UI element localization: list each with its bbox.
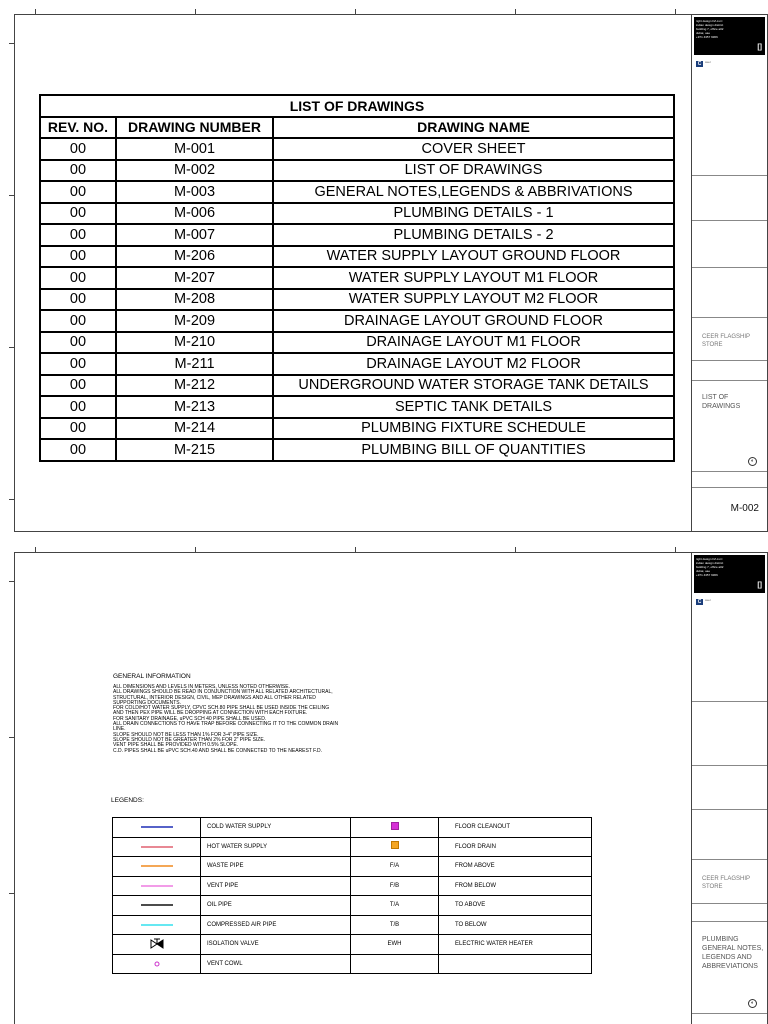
legends-table (112, 817, 592, 974)
firm-info-box (694, 17, 765, 55)
border-tick (515, 9, 516, 15)
drawing-sheet-list (14, 14, 768, 532)
sheet-number: M-002 (730, 503, 759, 514)
legend-label: WASTE PIPE (201, 857, 351, 877)
border-tick (675, 547, 676, 553)
rev-cell: 00 (40, 203, 116, 225)
border-tick (195, 547, 196, 553)
legend-symbol-cell (113, 915, 201, 935)
table-row (40, 267, 674, 289)
rev-cell: 00 (40, 396, 116, 418)
table-row (40, 289, 674, 311)
note-line: C.D. PIPES SHALL BE uPVC SCH.40 AND SHALL BE CONNECTED TO THE NEAREST F.D. (113, 747, 323, 754)
border-tick (9, 195, 15, 196)
number-cell: M-006 (116, 203, 273, 225)
drawing-title: PLUMBING GENERAL NOTES, LEGENDS AND ABBREVIATIONS (702, 936, 764, 970)
legend-label: TO BELOW (439, 915, 592, 935)
legend-label: VENT COWL (201, 954, 351, 974)
name-cell: DRAINAGE LAYOUT GROUND FLOOR (273, 310, 674, 332)
border-tick (355, 9, 356, 15)
legend-label: VENT PIPE (201, 876, 351, 896)
number-cell: M-215 (116, 439, 273, 461)
table-row (40, 246, 674, 268)
firm-info-line: building 7, office a02 (696, 27, 724, 31)
project-name: CEER FLAGSHIP STORE (702, 334, 750, 348)
logo-mark-icon: C (697, 599, 702, 605)
name-cell: GENERAL NOTES,LEGENDS & ABBRIVATIONS (273, 181, 674, 203)
border-tick (675, 9, 676, 15)
rev-cell: 00 (40, 332, 116, 354)
table-row (40, 418, 674, 440)
firm-info-line: indian design district (696, 23, 724, 27)
note-line: SLOPE SHOULD NOT BE GREATER THAN 2% FOR 2" PIPE SIZE. (113, 736, 266, 743)
note-line: ALL DRAWINGS SHOULD BE READ IN CONJUNCTION WITH ALL RELATED ARCHITECTURAL, (113, 689, 333, 696)
legend-symbol-cell (113, 876, 201, 896)
name-cell: DRAINAGE LAYOUT M1 FLOOR (273, 332, 674, 354)
number-cell: M-001 (116, 138, 273, 160)
legend-label (439, 954, 592, 974)
table-row (40, 160, 674, 182)
number-cell: M-211 (116, 353, 273, 375)
border-tick (35, 9, 36, 15)
legend-label: HOT WATER SUPPLY (201, 837, 351, 857)
table-row (40, 138, 674, 160)
drawing-sheet-notes (14, 552, 768, 1024)
legend-label: FROM BELOW (439, 876, 592, 896)
number-cell: M-212 (116, 375, 273, 397)
name-cell: WATER SUPPLY LAYOUT GROUND FLOOR (273, 246, 674, 268)
firm-info-line: dubai, uae (696, 569, 711, 573)
pipe-line-symbol-icon (140, 863, 174, 869)
firm-info-box (694, 555, 765, 593)
legend-abbrev-cell (351, 837, 439, 857)
firm-info-line: right design FZ-LLC (696, 557, 723, 561)
number-cell: M-003 (116, 181, 273, 203)
client-logo: C ceer (697, 60, 711, 67)
border-tick (9, 43, 15, 44)
note-line: STRUCTURAL, INTERIOR DESIGN, CIVIL, MEP DRAWINGS AND ALL OTHER RELATED (113, 694, 316, 701)
rev-cell: 00 (40, 310, 116, 332)
name-cell: WATER SUPPLY LAYOUT M1 FLOOR (273, 267, 674, 289)
legend-abbrev-cell: F/B (351, 876, 439, 896)
table-row (40, 396, 674, 418)
drawings-table (39, 94, 675, 462)
name-cell: PLUMBING DETAILS - 1 (273, 203, 674, 225)
border-tick (35, 547, 36, 553)
legend-label: OIL PIPE (201, 896, 351, 916)
legend-row (113, 915, 592, 935)
number-cell: M-002 (116, 160, 273, 182)
number-cell: M-208 (116, 289, 273, 311)
border-tick (9, 499, 15, 500)
col-header-name: DRAWING NAME (273, 117, 674, 139)
pipe-line-symbol-icon (140, 883, 174, 889)
table-row (40, 353, 674, 375)
legend-abbrev-cell (351, 954, 439, 974)
border-tick (9, 893, 15, 894)
legend-symbol-cell (113, 954, 201, 974)
note-line: FOR COLD/HOT WATER SUPPLY, CPVC SCH.80 PIPE SHALL BE USED INSIDE THE CEILING (113, 705, 330, 712)
number-cell: M-007 (116, 224, 273, 246)
floor-cleanout-icon (391, 822, 399, 830)
legend-label: ISOLATION VALVE (201, 935, 351, 955)
number-cell: M-207 (116, 267, 273, 289)
pipe-line-symbol-icon (140, 922, 174, 928)
legend-label: ELECTRIC WATER HEATER (439, 935, 592, 955)
floor-drain-icon (391, 841, 399, 849)
bracket-mark: [] (757, 44, 762, 51)
title-block (691, 553, 767, 1024)
legend-symbol-cell (113, 837, 201, 857)
legend-row (113, 896, 592, 916)
legend-symbol-cell (113, 935, 201, 955)
border-tick (9, 581, 15, 582)
rev-cell: 00 (40, 289, 116, 311)
drawing-title: LIST OF DRAWINGS (702, 394, 741, 410)
legend-row (113, 935, 592, 955)
number-cell: M-214 (116, 418, 273, 440)
border-tick (9, 347, 15, 348)
rev-cell: 00 (40, 138, 116, 160)
border-tick (195, 9, 196, 15)
rev-cell: 00 (40, 267, 116, 289)
name-cell: UNDERGROUND WATER STORAGE TANK DETAILS (273, 375, 674, 397)
legend-row (113, 837, 592, 857)
project-name: CEER FLAGSHIP STORE (702, 876, 750, 890)
title-block (691, 15, 767, 531)
legend-label: FLOOR DRAIN (439, 837, 592, 857)
pipe-line-symbol-icon (140, 844, 174, 850)
legend-symbol-cell (113, 896, 201, 916)
bracket-mark: [] (757, 582, 762, 589)
rev-cell: 00 (40, 246, 116, 268)
col-header-rev: REV. NO. (40, 117, 116, 139)
north-arrow-icon: ◐ (748, 999, 757, 1008)
table-row (40, 203, 674, 225)
legend-row (113, 857, 592, 877)
note-line: AND THEN PEX PIPE WILL BE DROPPING AT CONNECTION WITH EACH FIXTURE. (113, 710, 308, 717)
note-line: VENT PIPE SHALL BE PROVIDED WITH 0.5% SLOPE. (113, 742, 239, 749)
legend-row (113, 876, 592, 896)
table-row (40, 310, 674, 332)
legend-label: COLD WATER SUPPLY (201, 818, 351, 838)
border-tick (9, 737, 15, 738)
table-row (40, 181, 674, 203)
logo-mark-icon: C (697, 61, 702, 67)
firm-info-line: indian design district (696, 561, 724, 565)
note-line: ALL DIMENSIONS AND LEVELS IN METERS, UNLESS NOTED OTHERWISE. (113, 684, 290, 690)
legend-label: TO ABOVE (439, 896, 592, 916)
legend-symbol-cell (113, 818, 201, 838)
number-cell: M-206 (116, 246, 273, 268)
legend-abbrev-cell (351, 818, 439, 838)
rev-cell: 00 (40, 439, 116, 461)
legends-title: LEGENDS: (111, 797, 144, 804)
firm-info-line: building 7, office a02 (696, 565, 724, 569)
note-line: SUPPORTING DOCUMENTS. (113, 699, 181, 706)
client-logo: C ceer (697, 598, 711, 605)
number-cell: M-209 (116, 310, 273, 332)
name-cell: PLUMBING DETAILS - 2 (273, 224, 674, 246)
legend-abbrev-cell: F/A (351, 857, 439, 877)
legend-label: COMPRESSED AIR PIPE (201, 915, 351, 935)
rev-cell: 00 (40, 160, 116, 182)
isolation-valve-icon (148, 938, 166, 950)
table-row (40, 332, 674, 354)
general-notes (113, 673, 393, 754)
border-tick (515, 547, 516, 553)
legend-abbrev-cell: EWH (351, 935, 439, 955)
firm-info-line: right design FZ-LLC (696, 19, 723, 23)
name-cell: WATER SUPPLY LAYOUT M2 FLOOR (273, 289, 674, 311)
north-arrow-icon: ◐ (748, 457, 757, 466)
rev-cell: 00 (40, 375, 116, 397)
legend-label: FLOOR CLEANOUT (439, 818, 592, 838)
pipe-line-symbol-icon (140, 824, 174, 830)
note-line: SLOPE SHOULD NOT BE LESS THAN 1% FOR 3-4" PIPE SIZE. (113, 731, 259, 738)
border-tick (355, 547, 356, 553)
name-cell: DRAINAGE LAYOUT M2 FLOOR (273, 353, 674, 375)
name-cell: PLUMBING FIXTURE SCHEDULE (273, 418, 674, 440)
rev-cell: 00 (40, 418, 116, 440)
number-cell: M-213 (116, 396, 273, 418)
firm-info-line: +971 4357 9366 (696, 35, 718, 39)
legend-row (113, 954, 592, 974)
name-cell: PLUMBING BILL OF QUANTITIES (273, 439, 674, 461)
name-cell: LIST OF DRAWINGS (273, 160, 674, 182)
name-cell: SEPTIC TANK DETAILS (273, 396, 674, 418)
firm-info-line: +971 4357 9366 (696, 573, 718, 577)
firm-info-line: dubai, uae (696, 31, 711, 35)
legend-symbol-cell (113, 857, 201, 877)
legend-abbrev-cell: T/A (351, 896, 439, 916)
vent-cowl-icon (153, 960, 161, 968)
notes-title: GENERAL INFORMATION (113, 673, 191, 680)
pipe-line-symbol-icon (140, 902, 174, 908)
table-row (40, 439, 674, 461)
table-row (40, 224, 674, 246)
table-title: LIST OF DRAWINGS (40, 95, 674, 117)
note-line: ALL DRAIN CONNECTIONS TO HAVE TRAP BEFORE CONNECTING IT TO THE COMMON DRAIN (113, 721, 339, 728)
legend-abbrev-cell: T/B (351, 915, 439, 935)
legend-label: FROM ABOVE (439, 857, 592, 877)
table-row (40, 375, 674, 397)
name-cell: COVER SHEET (273, 138, 674, 160)
rev-cell: 00 (40, 224, 116, 246)
rev-cell: 00 (40, 353, 116, 375)
note-line: LINE. (113, 726, 126, 733)
col-header-number: DRAWING NUMBER (116, 117, 273, 139)
legend-row (113, 818, 592, 838)
rev-cell: 00 (40, 181, 116, 203)
note-line: FOR SANITARY DRAINAGE, uPVC SCH 40 PIPE SHALL BE USED. (113, 715, 267, 722)
number-cell: M-210 (116, 332, 273, 354)
